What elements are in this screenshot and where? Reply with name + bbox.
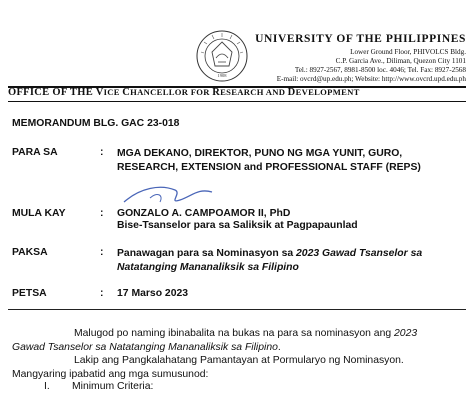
university-name: UNIVERSITY OF THE PHILIPPINES (255, 33, 466, 45)
paksa-value: Panawagan para sa Nominasyon sa 2023 Gawad Tsanselor sa Natatanging Mananaliksik sa Filipino (117, 248, 423, 273)
body-paragraph-1: Malugod po naming ibinabalita na bukas na para sa nominasyon ang 2023 Gawad Tsanselor sa Natatanging Mananaliksik sa Filipino. (12, 328, 418, 353)
office-name: OFFICE OF THE VICE CHANCELLOR FOR RESEARCH AND DEVELOPMENT (8, 87, 360, 98)
sender-name: GONZALO A. CAMPOAMOR II, PhD (117, 208, 291, 219)
mula-kay-label: MULA KAY (12, 208, 66, 219)
criteria-number: I. (44, 381, 50, 392)
university-seal (196, 30, 248, 82)
seal-year: 1908 (217, 73, 227, 78)
address-line-1: Lower Ground Floor, PHIVOLCS Bldg. (350, 48, 466, 56)
para-sa-colon: : (100, 147, 104, 158)
memo-header-rule (8, 309, 466, 310)
petsa-label: PETSA (12, 288, 47, 299)
criteria-heading: Minimum Criteria: (72, 381, 154, 392)
signature (120, 180, 220, 210)
para-sa-value: MGA DEKANO, DIREKTOR, PUNO NG MGA YUNIT, GURO, RESEARCH, EXTENSION and PROFESSIONAL STAFF (REPS) (117, 148, 421, 173)
memo-number: MEMORANDUM BLG. GAC 23-018 (12, 118, 180, 129)
header-rule-bottom (8, 101, 466, 102)
body-paragraph-2: Lakip ang Pangkalahatang Pamantayan at Pormularyo ng Nominasyon. Mangyaring ipabatid ang mga sumusunod: (12, 355, 404, 380)
sender-title: Bise-Tsanselor para sa Saliksik at Pagpapaunlad (117, 220, 358, 231)
mula-kay-colon: : (100, 208, 104, 219)
paksa-colon: : (100, 247, 104, 258)
paksa-label: PAKSA (12, 247, 48, 258)
petsa-colon: : (100, 288, 104, 299)
petsa-value: 17 Marso 2023 (117, 288, 189, 299)
contact-line-phone: Tel.: 8927-2567, 8981-8500 loc. 4046; Tel. Fax: 8927-2568 (294, 66, 466, 74)
address-line-2: C.P. Garcia Ave., Diliman, Quezon City 1101 (335, 57, 466, 65)
contact-line-email-website: E-mail: ovcrd@up.edu.ph; Website: http://www.ovcrd.upd.edu.ph (276, 75, 466, 83)
para-sa-label: PARA SA (12, 147, 58, 158)
